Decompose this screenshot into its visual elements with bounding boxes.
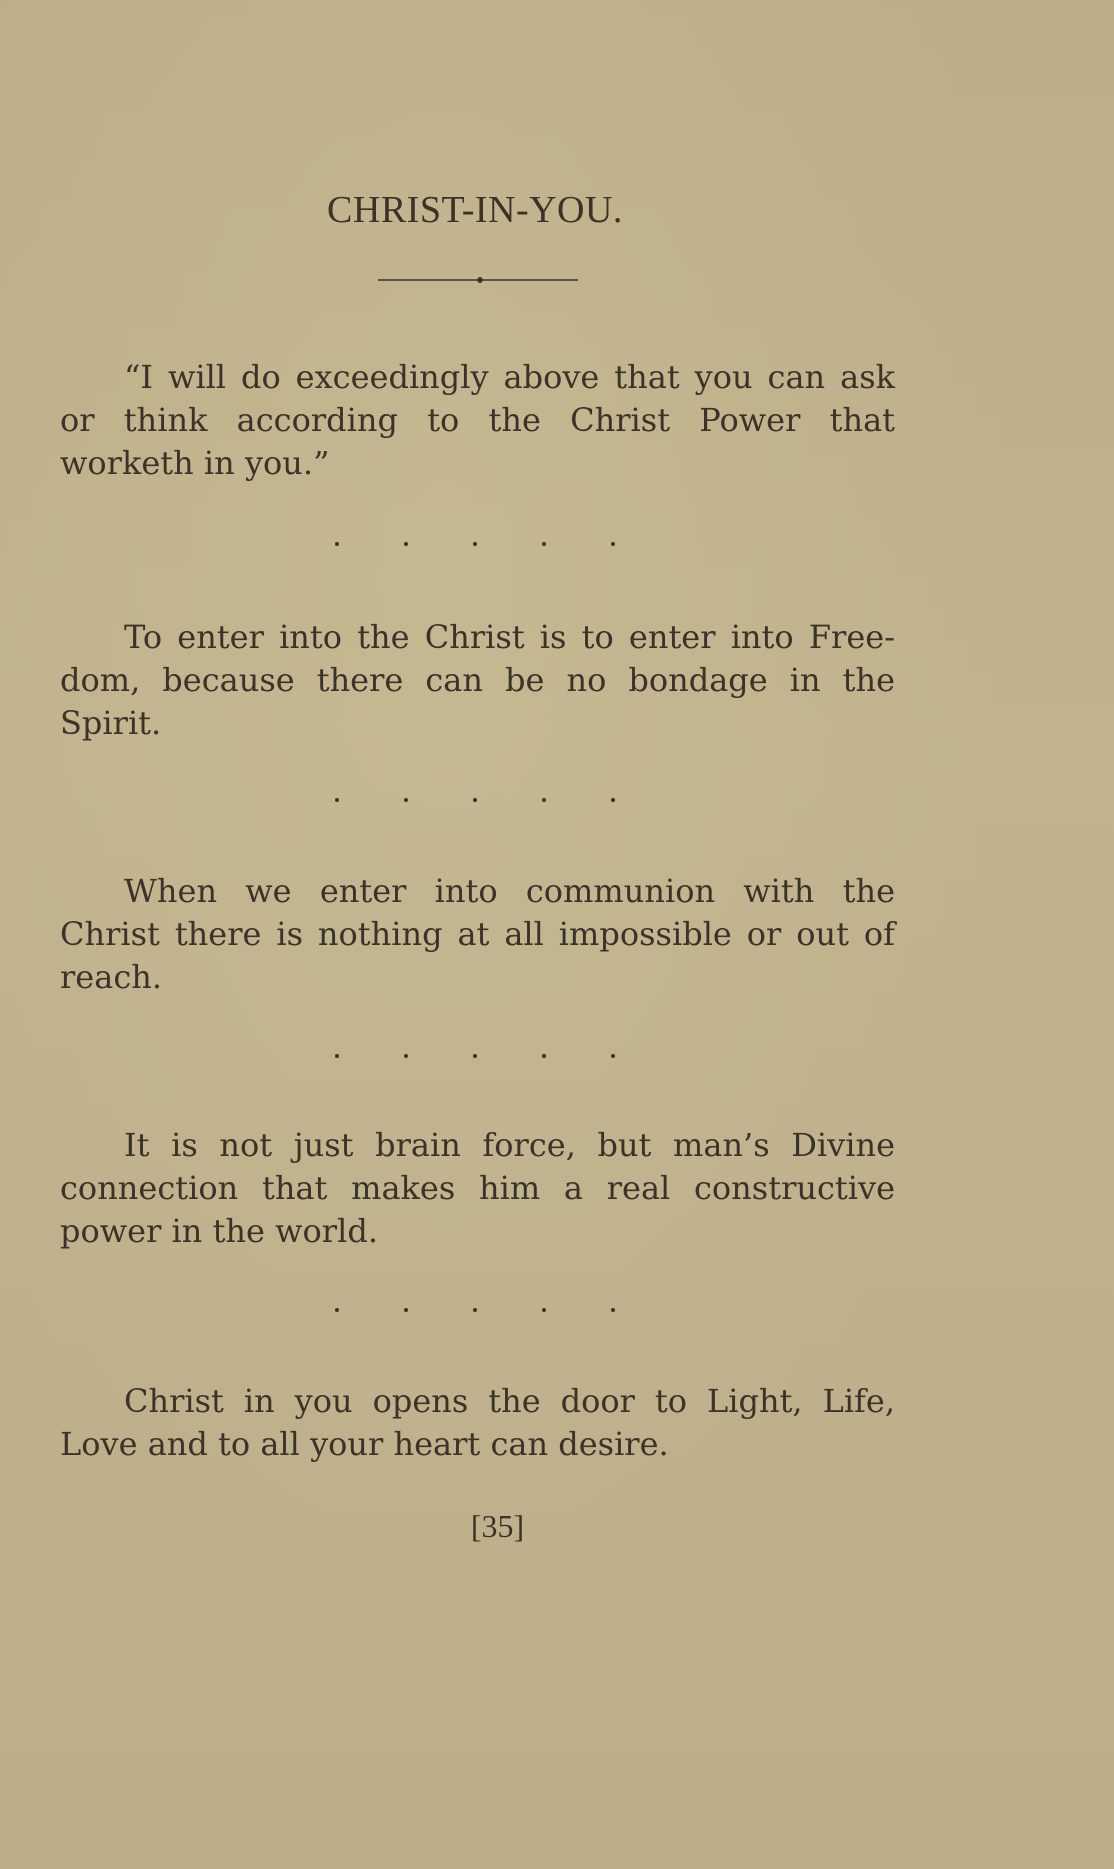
section-dot-separator (335, 542, 615, 562)
section-dot-separator (335, 1054, 615, 1074)
page-title: CHRIST-IN-YOU. (327, 189, 623, 231)
section-dot-separator (335, 798, 615, 818)
paragraph-communion: When we enter into communion with the Christ there is nothing at all impossible or out of reach. (60, 872, 895, 996)
section-dot-separator (335, 1308, 615, 1328)
page-number: [35] (470, 1508, 525, 1544)
paragraph-quote: “I will do exceedingly above that you can ask or think according to the Christ Power that worketh in you.” (60, 358, 895, 482)
paragraph-divine-connection: It is not just brain force, but man’s Divine connection that makes him a real constructive power in the world. (60, 1126, 895, 1250)
title-ornament-divider (378, 270, 578, 290)
paragraph-christ-in-you: Christ in you opens the door to Light, Life, Love and to all your heart can desire. (60, 1382, 895, 1463)
paragraph-freedom: To enter into the Christ is to enter into Free-dom, because there can be no bondage in the Spirit. (60, 618, 895, 742)
